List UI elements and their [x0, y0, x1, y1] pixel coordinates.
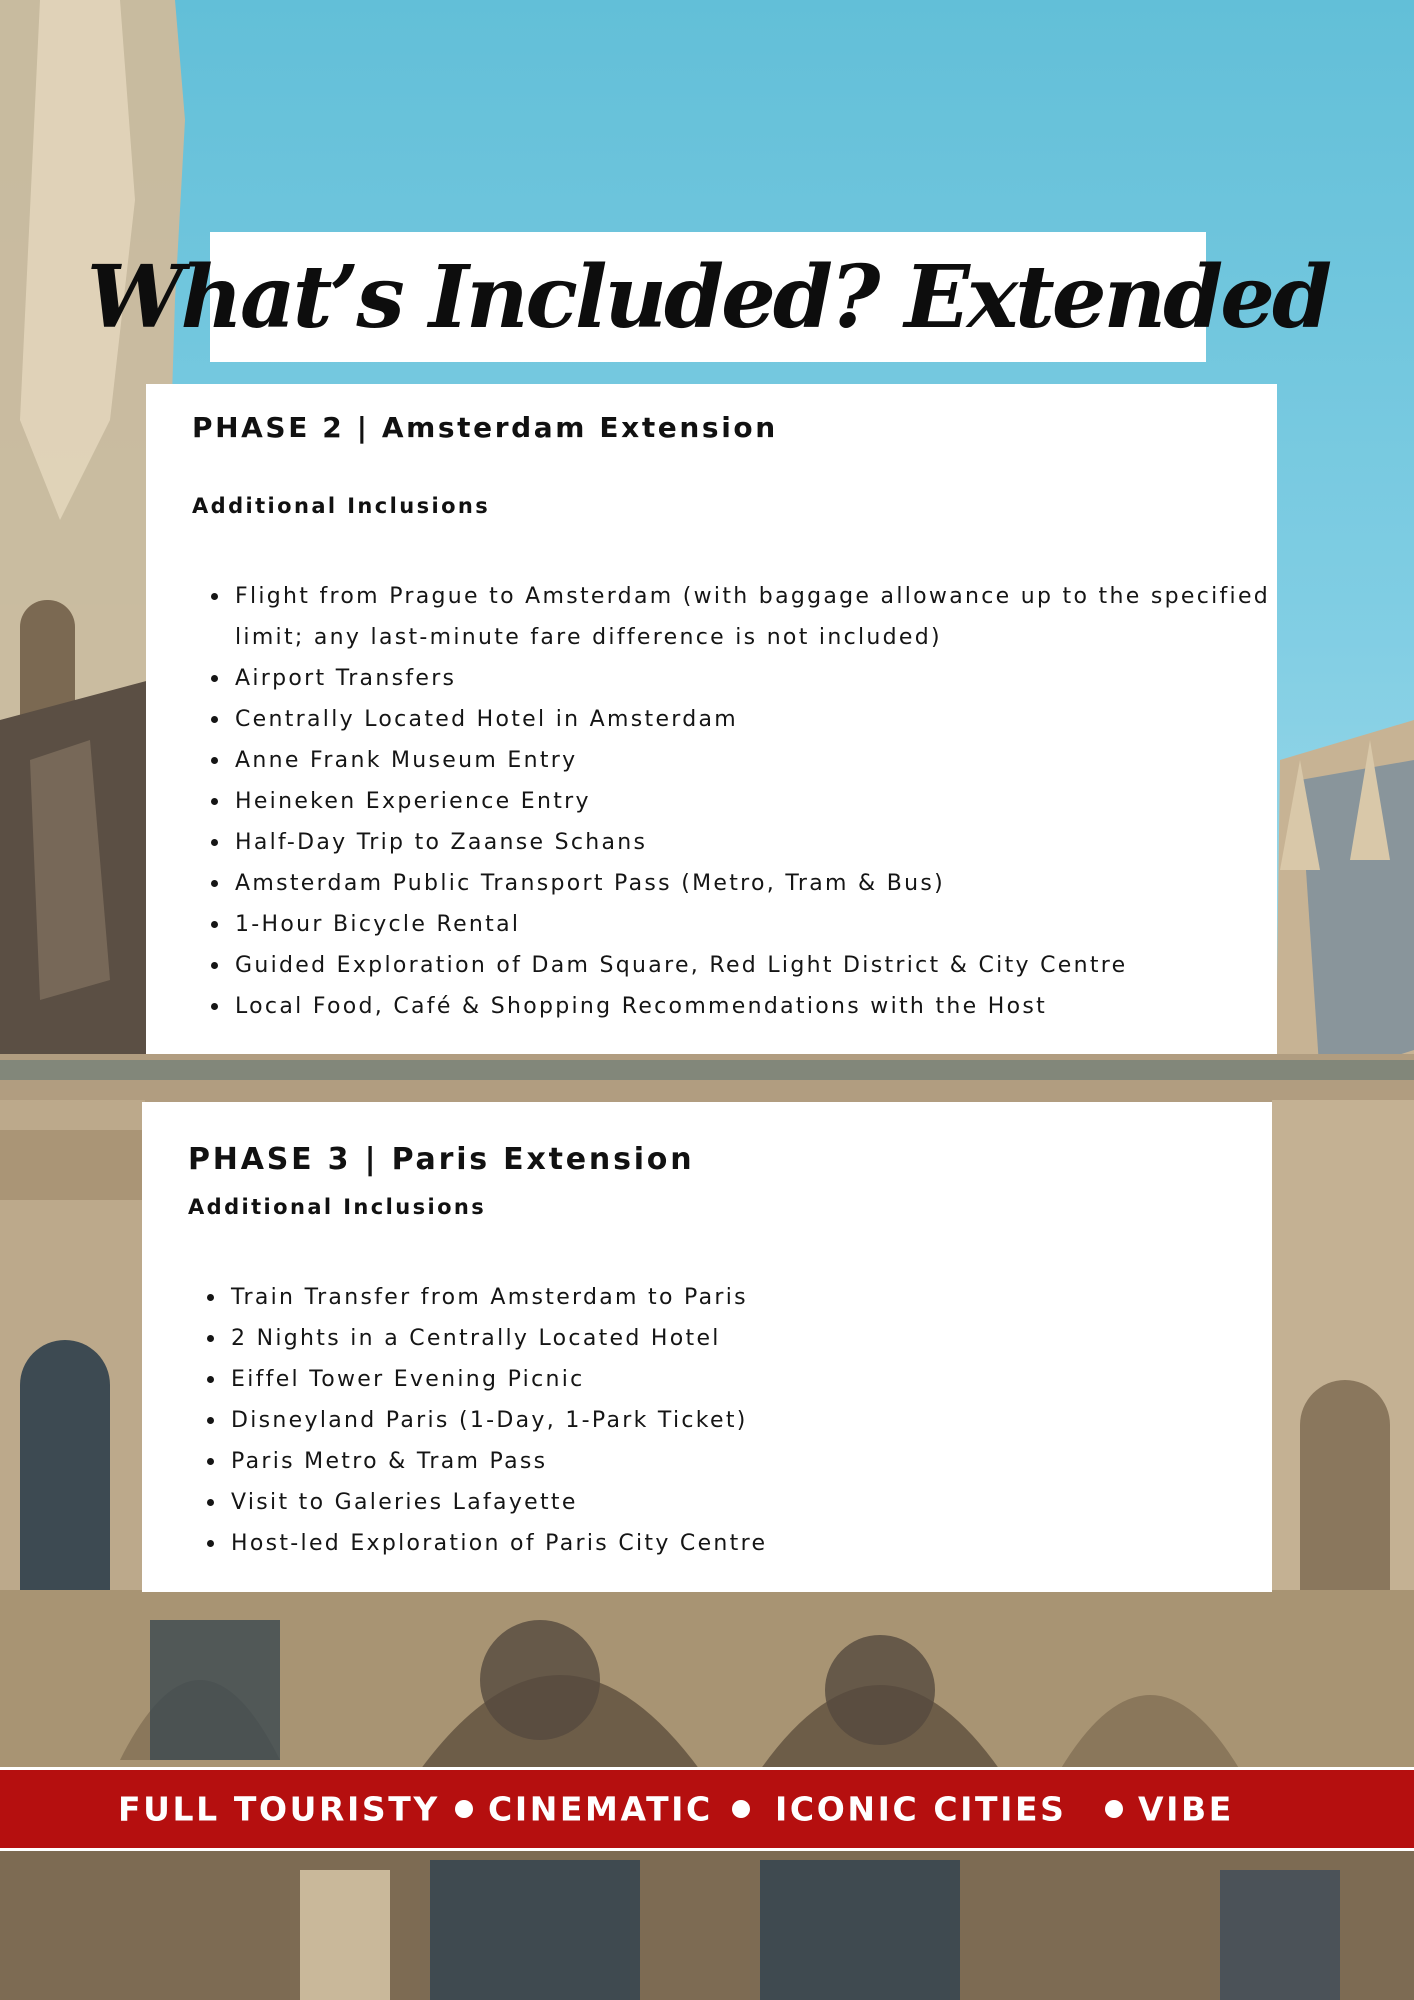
- list-item-text: Centrally Located Hotel in Amsterdam: [235, 707, 739, 733]
- bullet-icon: [207, 1294, 214, 1301]
- bullet-icon: [211, 921, 218, 928]
- list-item: [188, 1441, 1271, 1482]
- dot-icon: [455, 1800, 473, 1818]
- tagline-banner: [0, 1767, 1414, 1851]
- list-item-text: Heineken Experience Entry: [235, 789, 591, 815]
- list-item-text: 2 Nights in a Centrally Located Hotel: [231, 1326, 721, 1351]
- list-item: [192, 904, 1275, 945]
- bullet-icon: [207, 1335, 214, 1342]
- list-item: [192, 945, 1275, 986]
- list-item: [192, 986, 1275, 1027]
- list-item: [192, 822, 1275, 863]
- phase-3-inclusions-list: [188, 1277, 1272, 1564]
- banner-item-cinematic: CINEMATIC: [488, 1789, 713, 1829]
- list-item-text: Train Transfer from Amsterdam to Paris: [231, 1285, 748, 1310]
- list-item-text: Disneyland Paris (1-Day, 1-Park Ticket): [231, 1408, 748, 1433]
- dot-icon: [732, 1800, 750, 1818]
- list-item: [192, 740, 1275, 781]
- bullet-icon: [207, 1376, 214, 1383]
- list-item: [188, 1482, 1271, 1523]
- list-item: [192, 863, 1275, 904]
- bullet-icon: [211, 757, 218, 764]
- phase-2-card: [146, 384, 1277, 1054]
- bullet-icon: [211, 593, 218, 600]
- list-item-text: Airport Transfers: [235, 666, 457, 692]
- banner-item-full-touristy: FULL TOURISTY: [118, 1789, 440, 1829]
- banner-item-iconic-cities: ICONIC CITIES: [775, 1789, 1067, 1829]
- dot-icon: [1105, 1800, 1123, 1818]
- phase-2-inclusions-list: [192, 576, 1277, 1027]
- banner-item-vibe: VIBE: [1138, 1789, 1234, 1829]
- list-item-text: Paris Metro & Tram Pass: [231, 1449, 548, 1474]
- bullet-icon: [211, 1003, 218, 1010]
- list-item: [192, 699, 1275, 740]
- bullet-icon: [207, 1417, 214, 1424]
- page-title: What’s Included? Extended: [86, 246, 1330, 348]
- list-item-text: Visit to Galeries Lafayette: [231, 1490, 578, 1515]
- list-item: [188, 1359, 1271, 1400]
- list-item: [188, 1318, 1271, 1359]
- list-item: [192, 781, 1275, 822]
- bullet-icon: [211, 839, 218, 846]
- bullet-icon: [207, 1458, 214, 1465]
- phase-2-subheading: Additional Inclusions: [192, 494, 491, 519]
- bullet-icon: [211, 798, 218, 805]
- list-item: [188, 1400, 1271, 1441]
- list-item-text: Amsterdam Public Transport Pass (Metro, Tram & Bus): [235, 871, 946, 897]
- list-item-text: Half-Day Trip to Zaanse Schans: [235, 830, 648, 856]
- list-item-text: 1-Hour Bicycle Rental: [235, 912, 521, 938]
- list-item: [192, 576, 1275, 658]
- list-item-text: Eiffel Tower Evening Picnic: [231, 1367, 585, 1392]
- list-item-text: Guided Exploration of Dam Square, Red Light District & City Centre: [235, 953, 1128, 979]
- bullet-icon: [211, 716, 218, 723]
- list-item-text: Flight from Prague to Amsterdam (with baggage allowance up to the specified limit; any last-minute fare difference is not included): [235, 584, 1271, 651]
- bullet-icon: [207, 1499, 214, 1506]
- list-item-text: Host-led Exploration of Paris City Centre: [231, 1531, 768, 1556]
- list-item: [192, 658, 1275, 699]
- list-item: [188, 1523, 1271, 1564]
- list-item-text: Anne Frank Museum Entry: [235, 748, 578, 774]
- list-item-text: Local Food, Café & Shopping Recommendations with the Host: [235, 994, 1048, 1020]
- phase-3-heading: PHASE 3 | Paris Extension: [188, 1142, 695, 1177]
- phase-2-heading: PHASE 2 | Amsterdam Extension: [192, 411, 778, 444]
- bullet-icon: [211, 962, 218, 969]
- bullet-icon: [211, 675, 218, 682]
- bullet-icon: [211, 880, 218, 887]
- phase-3-subheading: Additional Inclusions: [188, 1195, 487, 1219]
- phase-3-card: [142, 1102, 1272, 1592]
- list-item: [188, 1277, 1271, 1318]
- bullet-icon: [207, 1540, 214, 1547]
- title-banner: [86, 232, 1330, 362]
